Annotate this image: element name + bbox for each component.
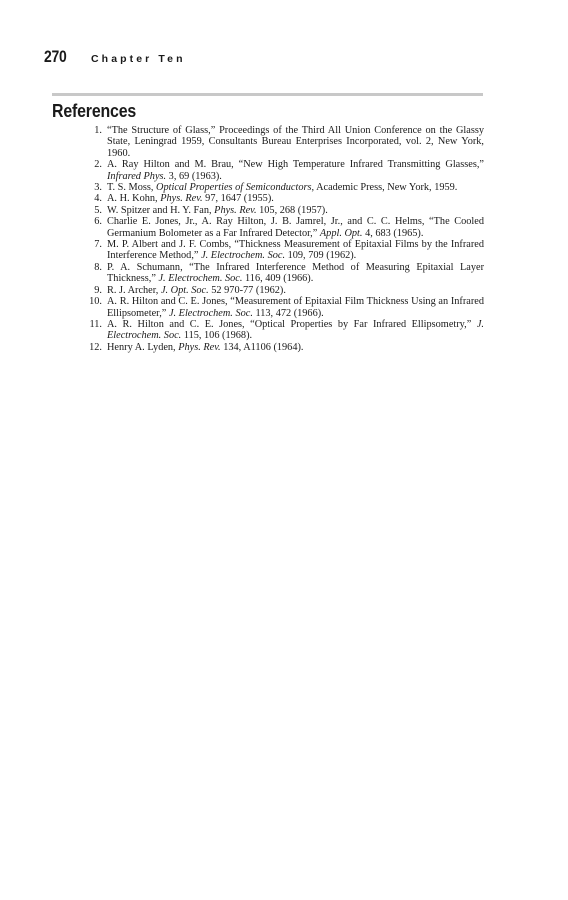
reference-list (80, 125, 484, 353)
reference-number: 1. (94, 125, 102, 136)
page-number: 270 (44, 47, 67, 66)
reference-source-italic: Phys. Rev. (160, 193, 203, 205)
reference-item (80, 285, 484, 296)
reference-number: 12. (89, 341, 102, 353)
reference-text (107, 205, 484, 216)
reference-text (107, 182, 484, 193)
reference-text-segment: 115, 106 (1968). (181, 330, 253, 342)
reference-item (80, 182, 484, 193)
reference-source-italic: Appl. Opt. (319, 227, 363, 239)
reference-text-segment: 113, 472 (1966). (252, 307, 324, 319)
reference-number: 9. (94, 284, 102, 296)
section-title: References (52, 100, 137, 121)
reference-number: 11. (89, 318, 102, 330)
reference-text-segment: A. R. Hilton and C. E. Jones, “Optical Properties by Far Infrared Ellipsometry,” (107, 318, 477, 330)
reference-item (80, 342, 484, 353)
reference-item (80, 205, 484, 216)
reference-text-segment: 52 970-77 (1962). (208, 284, 286, 296)
reference-source-italic: J. Electrochem. Soc. (158, 273, 243, 285)
reference-number: 6. (94, 216, 102, 228)
reference-text-segment: A. H. Kohn, (107, 193, 161, 205)
reference-text-segment: 116, 409 (1966). (242, 273, 314, 285)
reference-text-segment: 134, A1106 (1964). (220, 341, 304, 353)
reference-text-segment: R. J. Archer, (107, 284, 161, 296)
reference-source-italic: J. Electrochem. Soc. (168, 307, 253, 319)
section-divider (52, 93, 483, 96)
reference-text-segment: M. P. Albert and J. F. Combs, “Thickness Measurement of Epitaxial Films by the Infrared Interference Method,” (107, 239, 484, 262)
reference-number: 8. (94, 261, 102, 273)
reference-text-segment: “The Structure of Glass,” Proceedings of the Third All Union Conference on the Glassy State, Leningrad 1959, Consultants Bureau Enterprises Incorporated, vol. 2, New York, 1960. (107, 125, 484, 159)
reference-source-italic: Infrared Phys. (107, 170, 167, 182)
reference-source-italic: Phys. Rev. (214, 204, 257, 216)
reference-text-segment: Henry A. Lyden, (107, 341, 179, 353)
reference-item (80, 193, 484, 204)
reference-item (80, 319, 484, 342)
reference-source-italic: J. Electrochem. Soc. (201, 250, 286, 262)
reference-text (107, 342, 484, 353)
reference-text-segment: Charlie E. Jones, Jr., A. Ray Hilton, J. B. Jamrel, Jr., and C. C. Helms, “The Cooled Germanium Bolometer as a Far Infrared Detector,” (107, 216, 484, 239)
reference-text-segment: 97, 1647 (1955). (202, 193, 274, 205)
reference-text (107, 319, 484, 342)
reference-item (80, 262, 484, 285)
reference-text (107, 262, 484, 285)
reference-text-segment: A. Ray Hilton and M. Brau, “New High Temperature Infrared Transmitting Glasses,” (107, 159, 484, 171)
reference-item (80, 216, 484, 239)
reference-text-segment: T. S. Moss, (107, 182, 157, 194)
reference-number: 3. (94, 182, 102, 194)
reference-text (107, 193, 484, 204)
reference-number: 7. (94, 239, 102, 251)
reference-text-segment: A. R. Hilton and C. E. Jones, “Measurement of Epitaxial Film Thickness Using an Infrared Ellipsometer,” (107, 296, 484, 319)
reference-item (80, 125, 484, 159)
reference-text-segment: P. A. Schumann, “The Infrared Interference Method of Measuring Epitaxial Layer Thickness,” (107, 261, 484, 285)
reference-text-segment: 4, 683 (1965). (362, 227, 424, 239)
reference-text (107, 216, 484, 239)
reference-text (107, 296, 484, 319)
reference-text-segment: 109, 709 (1962). (285, 250, 357, 262)
reference-text (107, 239, 484, 262)
reference-text-segment: 105, 268 (1957). (256, 204, 328, 216)
running-head (44, 47, 186, 69)
reference-number: 5. (94, 204, 102, 216)
reference-source-italic: Optical Properties of Semiconductors (156, 182, 312, 194)
reference-text (107, 125, 484, 159)
reference-source-italic: J. Opt. Soc. (160, 284, 209, 296)
reference-text-segment: W. Spitzer and H. Y. Fan, (107, 204, 215, 216)
reference-source-italic: J. Electrochem. Soc. (107, 318, 484, 342)
reference-item (80, 159, 484, 182)
reference-source-italic: Phys. Rev. (178, 341, 221, 353)
reference-text (107, 159, 484, 182)
reference-text-segment: 3, 69 (1963). (166, 170, 222, 182)
reference-number: 2. (94, 159, 102, 171)
reference-text-segment: , Academic Press, New York, 1959. (311, 182, 458, 194)
reference-number: 10. (89, 296, 102, 308)
reference-text (107, 285, 484, 296)
reference-number: 4. (94, 193, 102, 205)
reference-item (80, 296, 484, 319)
chapter-label: Chapter Ten (91, 53, 186, 65)
reference-item (80, 239, 484, 262)
